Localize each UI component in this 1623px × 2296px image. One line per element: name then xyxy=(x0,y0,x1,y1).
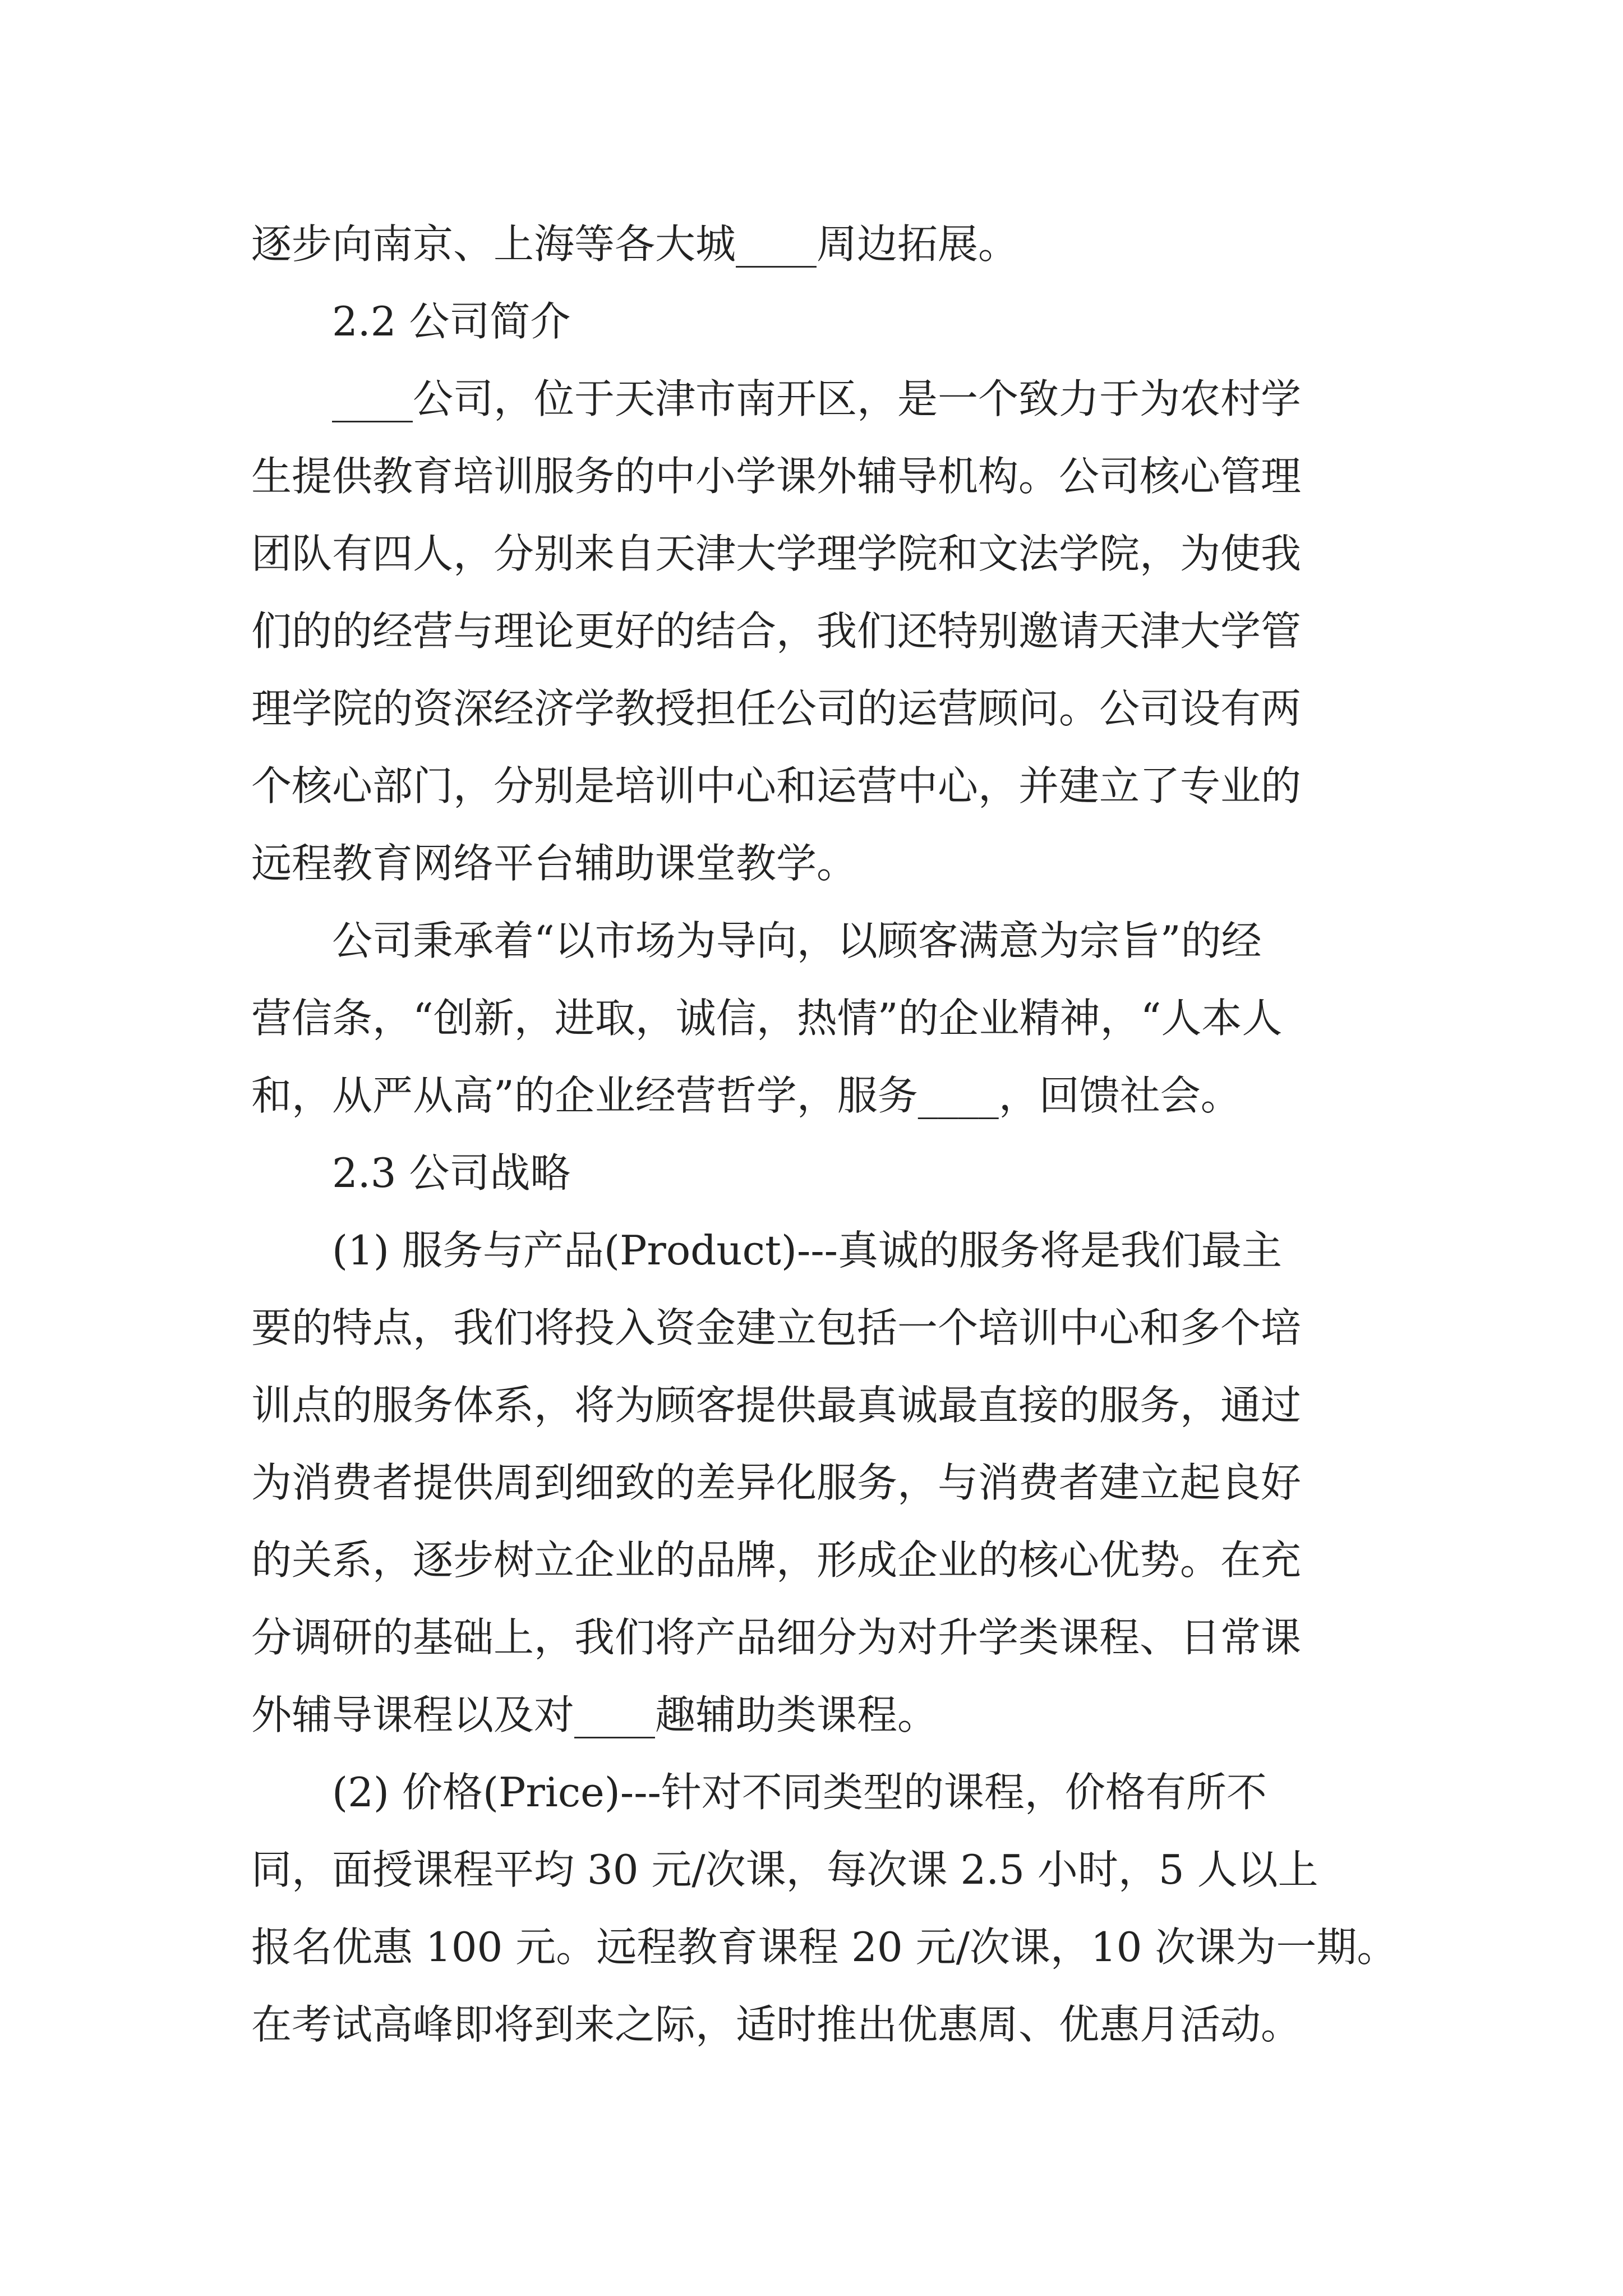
text-line: 和，从严从高”的企业经营哲学，服务____，回馈社会。 xyxy=(251,1072,1241,1119)
text-line: 们的的经营与理论更好的结合，我们还特别邀请天津大学管 xyxy=(251,608,1302,655)
text-line: 个核心部门，分别是培训中心和运营中心，并建立了专业的 xyxy=(251,762,1302,809)
text-line: 逐步向南京、上海等各大城____周边拓展。 xyxy=(251,220,1019,268)
text-line: (1) 服务与产品(Product)---真诚的服务将是我们最主 xyxy=(332,1227,1282,1274)
text-line: 营信条，“创新，进取，诚信，热情”的企业精神，“人本人 xyxy=(251,995,1283,1042)
text-line: 要的特点，我们将投入资金建立包括一个培训中心和多个培 xyxy=(251,1304,1302,1351)
text-line: 外辅导课程以及对____趣辅助类课程。 xyxy=(251,1691,938,1738)
text-line: 的关系，逐步树立企业的品牌，形成企业的核心优势。在充 xyxy=(251,1536,1302,1584)
text-line: 训点的服务体系，将为顾客提供最真诚最直接的服务，通过 xyxy=(251,1382,1302,1429)
text-line: 在考试高峰即将到来之际，适时推出优惠周、优惠月活动。 xyxy=(251,2001,1302,2048)
text-line: ____公司，位于天津市南开区，是一个致力于为农村学 xyxy=(332,375,1302,422)
text-line: 理学院的资深经济学教授担任公司的运营顾问。公司设有两 xyxy=(251,685,1302,732)
text-line: 分调研的基础上，我们将产品细分为对升学类课程、日常课 xyxy=(251,1614,1302,1661)
text-line: (2) 价格(Price)---针对不同类型的课程，价格有所不 xyxy=(332,1769,1267,1816)
text-line: 团队有四人，分别来自天津大学理学院和文法学院，为使我 xyxy=(251,530,1302,577)
text-line: 为消费者提供周到细致的差异化服务，与消费者建立起良好 xyxy=(251,1459,1302,1506)
text-line: 报名优惠 100 元。远程教育课程 20 元/次课，10 次课为一期。 xyxy=(251,1924,1398,1971)
text-line: 生提供教育培训服务的中小学课外辅导机构。公司核心管理 xyxy=(251,453,1302,500)
text-line: 同，面授课程平均 30 元/次课，每次课 2.5 小时，5 人以上 xyxy=(251,1846,1318,1893)
text-line: 公司秉承着“以市场为导向，以顾客满意为宗旨”的经 xyxy=(332,917,1262,964)
text-line: 远程教育网络平台辅助课堂教学。 xyxy=(251,840,857,887)
section-heading: 2.3 公司战略 xyxy=(332,1149,571,1197)
section-heading: 2.2 公司简介 xyxy=(332,298,571,345)
